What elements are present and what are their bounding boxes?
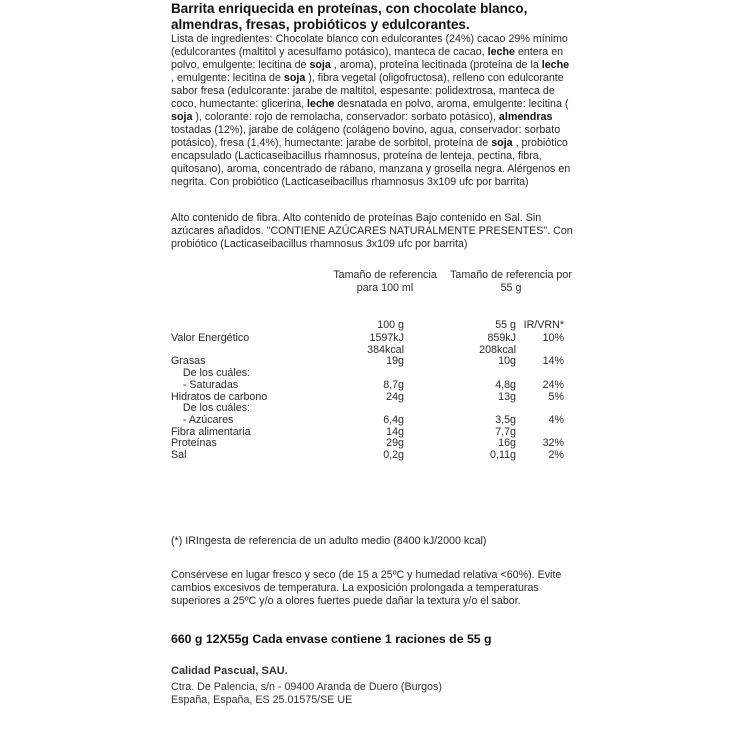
unit-ir-header: IR/VRN*: [523, 319, 564, 331]
address-line-1: Ctra. De Palencia, s/n - 09400 Aranda de Duero (Burgos): [171, 681, 442, 693]
allergen-text: soja: [491, 137, 513, 149]
reference-intake-percent: 24%: [542, 378, 564, 391]
allergen-text: soja: [309, 59, 331, 71]
nutrition-claims: Alto contenido de fibra. Alto contenido de proteínas Bajo contenido en Sal. Sin azúcares añadidos. "CONTIENE AZÚCARES NATURALMENTE PRESENTES". Con probiótico (Lacticaseibacillus rhamnosus 3x109 ufc por barrita): [171, 212, 573, 250]
value-per-serving: 3,5g: [495, 413, 516, 426]
value-per-serving: 13g: [498, 390, 516, 403]
ingredient-text: Lista de ingredientes: Chocolate blanco con edulcorantes (24%) cacao 29% mínimo (edulcorantes (maltitol y acesulfamo potásico), manteca de cacao,: [171, 33, 568, 58]
allergen-text: soja: [283, 72, 306, 84]
ingredient-text: , emulgente: lecitina de: [171, 72, 284, 84]
reference-intake-percent: 2%: [548, 449, 564, 461]
value-per-serving: 4,8g: [495, 378, 516, 391]
ingredients-list: [171, 33, 571, 189]
allergen-text: leche: [307, 98, 335, 110]
nutrient-label: Hidratos de carbono: [171, 390, 268, 403]
value-per-serving: 859kJ: [487, 332, 516, 344]
nutrient-label: De los cuáles:: [171, 402, 251, 415]
reference-intake-percent: 5%: [548, 390, 564, 403]
value-per-serving: 16g: [498, 437, 516, 450]
value-per-100g: 29g: [386, 437, 404, 450]
value-per-100g: 1597kJ: [369, 332, 404, 344]
company-address: [171, 681, 571, 707]
ingredient-text: desnatada en polvo, aroma, emulgente: lecitina (: [334, 98, 569, 110]
company-name: Calidad Pascual, SAU.: [171, 665, 288, 677]
storage-instructions: Consérvese en lugar fresco y seco (de 15 a 25ºC y humedad relativa <60%). Evite cambios excesivos de temperatura. La exposición prolongada a temperaturas superiores a 25ºC y/o a olores fuertes puede dañar la textura y/o el sabor.: [171, 569, 562, 607]
reference-intake-percent: 14%: [542, 355, 564, 368]
value-per-100g: 24g: [386, 390, 404, 403]
value-per-100g: 14g: [386, 425, 404, 438]
package-info: 660 g 12X55g Cada envase contiene 1 raciones de 55 g: [171, 632, 492, 646]
value-per-serving: 7,7g: [495, 425, 516, 438]
nutrition-units-row: [0, 319, 735, 332]
nutrient-label: Proteínas: [171, 437, 217, 450]
value-per-serving: 0,11g: [490, 449, 516, 461]
column-header-100: Tamaño de referencia para 100 ml: [333, 269, 437, 294]
value-per-100g: 0,2g: [383, 449, 404, 461]
address-line-2: España, España, ES 25.01575/SE UE: [171, 694, 353, 706]
reference-intake-percent: 4%: [548, 413, 564, 426]
ingredient-text: , aroma), proteína lecitinada (proteína de la: [330, 59, 542, 71]
allergen-text: soja: [171, 111, 193, 123]
ingredient-text: tostadas (12%), jarabe de colágeno (colágeno bovino, agua, conservador: sorbato potásico), fresa (1,4%), humectante: jarabe de sorbitol, proteína de: [171, 124, 561, 149]
nutrient-label: - Azúcares: [171, 413, 234, 426]
unit-serving-header: 55 g: [495, 319, 516, 331]
ingredient-text: ), colorante: rojo de remolacha, conservador: sorbato potásico),: [192, 111, 499, 123]
unit-100-header: 100 g: [377, 319, 404, 331]
nutrient-label: - Saturadas: [171, 378, 239, 391]
ingredient-text: , probiótico encapsulado (Lacticaseibacillus rhamnosus, proteína de lenteja, pectina, fibra, quitosano), aroma, concentrado de rábano, manzana y grosella negra. Alérgenos en negrita. Con probiótico (Lacticaseibacillus rhamnosus 3x109 ufc por barrita): [171, 137, 571, 188]
value-per-100g: 8,7g: [383, 378, 404, 391]
nutrient-label: Grasas: [171, 355, 206, 368]
reference-intake-percent: 32%: [542, 437, 564, 450]
ingredient-text: ), fibra vegetal (oligofructosa), relleno con edulcorante sabor fresa (edulcorante: jarabe de maltitol, espesante: polidextrosa, manteca de coco, humectante: glicerina,: [171, 72, 564, 110]
allergen-text: leche: [487, 46, 515, 58]
reference-intake-footnote: (*) IRIngesta de referencia de un adulto medio (8400 kJ/2000 kcal): [171, 535, 487, 547]
value-per-100g: 6,4g: [383, 413, 404, 426]
nutrient-label: Fibra alimentaria: [171, 425, 251, 438]
value-per-serving: 208kcal: [479, 343, 516, 356]
value-per-serving: 10g: [498, 355, 516, 368]
ingredient-text: entera en polvo, emulgente: lecitina de: [171, 46, 564, 71]
nutrient-label: Valor Energético: [171, 332, 250, 344]
allergen-text: almendras: [498, 111, 553, 123]
value-per-100g: 384kcal: [367, 343, 404, 356]
allergen-text: leche: [541, 59, 570, 71]
nutrient-label: Sal: [171, 449, 187, 461]
product-title: Barrita enriquecida en proteínas, con chocolate blanco, almendras, fresas, probióticos y edulcorantes.: [171, 1, 528, 32]
nutrient-label: De los cuáles:: [171, 367, 251, 380]
column-header-serving: Tamaño de referencia por 55 g: [450, 269, 572, 294]
nutrition-row: [0, 449, 735, 462]
value-per-100g: 19g: [386, 355, 404, 368]
reference-intake-percent: 10%: [542, 332, 564, 344]
